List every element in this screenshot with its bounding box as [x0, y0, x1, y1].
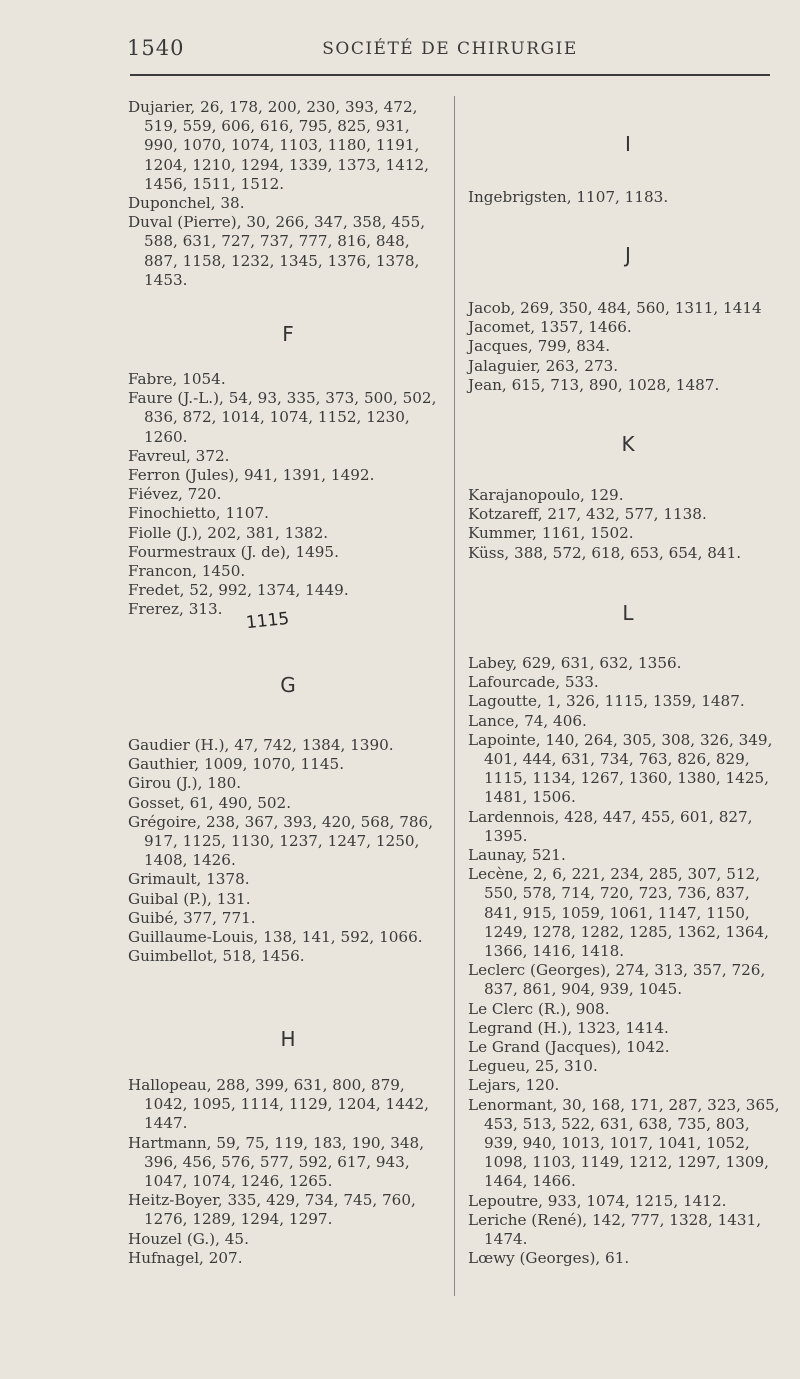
index-entry: Lejars, 120.	[468, 1076, 560, 1095]
index-entry: Favreul, 372.	[128, 446, 230, 465]
index-entry: Jacomet, 1357, 1466.	[468, 318, 632, 337]
index-entry: Legrand (H.), 1323, 1414.	[468, 1018, 669, 1037]
index-entry: Kotzareff, 217, 432, 577, 1138.	[468, 505, 707, 524]
header-rule	[130, 74, 770, 76]
letter-heading-f: F	[282, 322, 294, 346]
index-entry: Girou (J.), 180.	[128, 774, 242, 793]
index-entry: Jacob, 269, 350, 484, 560, 1311, 1414	[468, 299, 762, 317]
l-entries	[468, 654, 788, 1269]
k-entries	[468, 486, 788, 563]
f-entries	[128, 370, 448, 620]
index-entry: Finochietto, 1107.	[128, 504, 269, 523]
d-entries	[128, 98, 448, 290]
index-entry: Duval (Pierre), 30, 266, 347, 358, 455, 588, 631, 727, 737, 777, 816, 848, 887, 1158, 1232, 1345, 1376, 1378, 1453.	[128, 213, 426, 289]
letter-heading-h: H	[280, 1027, 296, 1051]
index-entry: Grimault, 1378.	[128, 870, 250, 889]
index-entry: Houzel (G.), 45.	[128, 1229, 249, 1248]
index-entry: Grégoire, 238, 367, 393, 420, 568, 786, 917, 1125, 1130, 1237, 1247, 1250, 1408, 1426.	[128, 812, 434, 870]
index-entry: Lardennois, 428, 447, 455, 601, 827, 1395.	[468, 807, 753, 845]
index-entry: Jean, 615, 713, 890, 1028, 1487.	[468, 375, 720, 394]
index-entry: Francon, 1450.	[128, 562, 246, 581]
g-entries	[128, 736, 448, 966]
letter-heading-j: J	[625, 243, 631, 267]
letter-heading-g: G	[280, 673, 296, 697]
index-entry: Hallopeau, 288, 399, 631, 800, 879, 1042, 1095, 1114, 1129, 1204, 1442, 1447.	[128, 1076, 430, 1133]
letter-heading-l: L	[622, 601, 634, 625]
index-entry: Gauthier, 1009, 1070, 1145.	[128, 755, 345, 774]
index-entry: Gosset, 61, 490, 502.	[128, 793, 292, 812]
index-entry: Guimbellot, 518, 1456.	[128, 947, 305, 966]
index-entry: Leclerc (Georges), 274, 313, 357, 726, 837, 861, 904, 939, 1045.	[468, 961, 766, 999]
index-entry: Leriche (René), 142, 777, 1328, 1431, 1474.	[468, 1210, 762, 1249]
index-entry: Lance, 74, 406.	[468, 711, 587, 730]
index-entry: Frerez, 313.	[128, 600, 223, 619]
index-entry: Kummer, 1161, 1502.	[468, 524, 634, 543]
index-entry: Le Clerc (R.), 908.	[468, 999, 610, 1018]
index-entry: Guibé, 377, 771.	[128, 908, 256, 927]
index-entry: Hufnagel, 207.	[128, 1248, 243, 1267]
index-entry: Fabre, 1054.	[128, 370, 226, 388]
index-entry: Fiolle (J.), 202, 381, 1382.	[128, 523, 329, 542]
index-entry: Fourmestraux (J. de), 1495.	[128, 542, 339, 561]
index-entry: Gaudier (H.), 47, 742, 1384, 1390.	[128, 736, 394, 754]
index-entry: Lecène, 2, 6, 221, 234, 285, 307, 512, 550, 578, 714, 720, 723, 736, 837, 841, 915, 1059, 1061, 1147, 1150, 1249, 1278, 1282, 1285, 1362, 1364, 1366, 1416, 1418.	[468, 865, 770, 961]
index-entry: Guillaume-Louis, 138, 141, 592, 1066.	[128, 928, 423, 947]
index-entry: Lœwy (Georges), 61.	[468, 1249, 630, 1268]
index-entry: Jalaguier, 263, 273.	[468, 356, 619, 375]
index-entry: Ingebrigsten, 1107, 1183.	[468, 188, 669, 206]
page-number: 1540	[127, 36, 185, 60]
letter-heading-i: I	[625, 132, 631, 156]
index-entry: Labey, 629, 631, 632, 1356.	[468, 654, 682, 672]
j-entries	[468, 299, 788, 395]
handwritten-annotation: 1115	[245, 608, 291, 634]
index-entry: Ferron (Jules), 941, 1391, 1492.	[128, 466, 375, 485]
index-entry: Duponchel, 38.	[128, 194, 245, 213]
index-entry: Küss, 388, 572, 618, 653, 654, 841.	[468, 543, 742, 562]
index-entry: Faure (J.-L.), 54, 93, 335, 373, 500, 502, 836, 872, 1014, 1074, 1152, 1230, 1260.	[128, 389, 437, 446]
column-divider	[454, 96, 455, 1296]
running-head: SOCIÉTÉ DE CHIRURGIE	[322, 39, 578, 59]
index-entry: Jacques, 799, 834.	[468, 337, 611, 356]
index-entry: Hartmann, 59, 75, 119, 183, 190, 348, 396, 456, 576, 577, 592, 617, 943, 1047, 1074, 1246, 1265.	[128, 1133, 425, 1191]
i-entries	[468, 188, 788, 207]
index-entry: Lagoutte, 1, 326, 1115, 1359, 1487.	[468, 692, 745, 711]
letter-heading-k: K	[621, 432, 635, 456]
index-entry: Fredet, 52, 992, 1374, 1449.	[128, 581, 349, 600]
index-entry: Heitz-Boyer, 335, 429, 734, 745, 760, 1276, 1289, 1294, 1297.	[128, 1191, 416, 1229]
index-entry: Legueu, 25, 310.	[468, 1057, 598, 1076]
h-entries	[128, 1076, 448, 1268]
index-entry: Lepoutre, 933, 1074, 1215, 1412.	[468, 1191, 727, 1210]
index-entry: Lenormant, 30, 168, 171, 287, 323, 365, 453, 513, 522, 631, 638, 735, 803, 939, 940, 1013, 1017, 1041, 1052, 1098, 1103, 1149, 1212, 1297, 1309, 1464, 1466.	[468, 1095, 780, 1191]
index-entry: Le Grand (Jacques), 1042.	[468, 1038, 670, 1057]
index-entry: Lafourcade, 533.	[468, 673, 599, 692]
index-entry: Dujarier, 26, 178, 200, 230, 393, 472, 519, 559, 606, 616, 795, 825, 931, 990, 1070, 1074, 1103, 1180, 1191, 1204, 1210, 1294, 1339, 1373, 1412, 1456, 1511, 1512.	[128, 98, 430, 193]
index-entry: Karajanopoulo, 129.	[468, 486, 624, 504]
index-entry: Lapointe, 140, 264, 305, 308, 326, 349, 401, 444, 631, 734, 763, 826, 829, 1115, 1134, 1267, 1360, 1380, 1425, 1481, 1506.	[468, 730, 773, 807]
index-entry: Fiévez, 720.	[128, 485, 222, 504]
index-entry: Guibal (P.), 131.	[128, 889, 251, 908]
index-entry: Launay, 521.	[468, 846, 566, 865]
